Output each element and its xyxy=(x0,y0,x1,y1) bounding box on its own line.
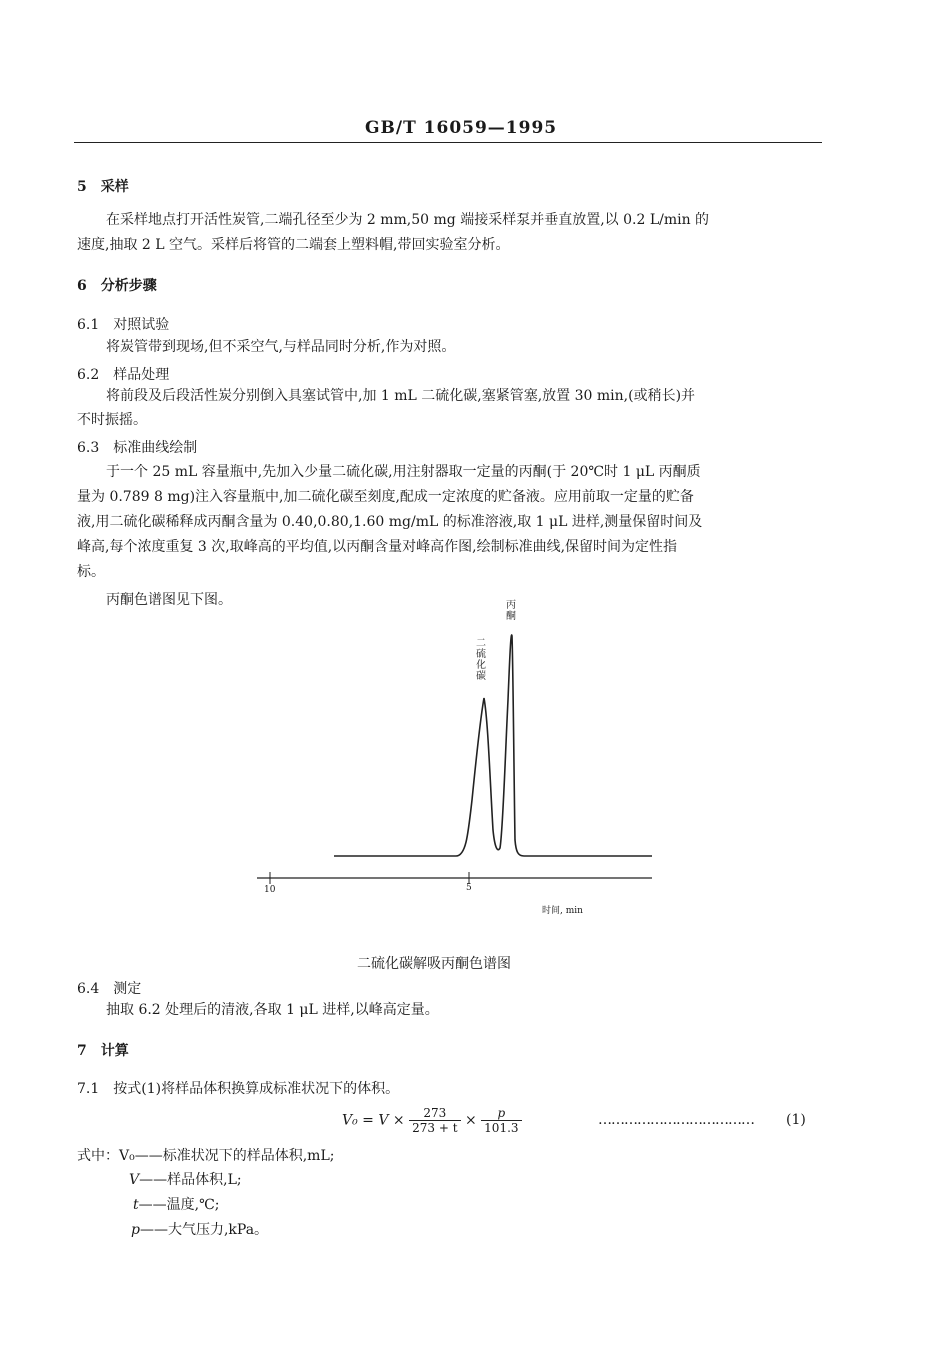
section-6-4-text: 抽取 6.2 处理后的清液,各取 1 μL 进样,以峰高定量。 xyxy=(106,1002,439,1018)
figure-caption: 二硫化碳解吸丙酮色谱图 xyxy=(357,956,511,972)
formula-1 xyxy=(342,1106,522,1135)
section-6-3-title: 6.3 标准曲线绘制 xyxy=(77,440,198,456)
formula-equation-number: (1) xyxy=(786,1112,806,1128)
section-6-4-title: 6.4 测定 xyxy=(77,981,142,997)
formula-num1: 273 xyxy=(409,1106,460,1121)
section-6-1-title: 6.1 对照试验 xyxy=(77,317,170,333)
time-axis-label: 时间, min xyxy=(542,906,583,916)
section-6-3-line: 量为 0.789 8 mg)注入容量瓶中,加二硫化碳至刻度,配成一定浓度的贮备液。应用前取一定量的贮备 xyxy=(77,489,694,505)
figure-reference-text: 丙酮色谱图见下图。 xyxy=(106,592,232,608)
section-6-3-line: 液,用二硫化碳稀释成丙酮含量为 0.40,0.80,1.60 mg/mL 的标准溶液,取 1 μL 进样,测量保留时间及 xyxy=(77,514,703,530)
formula-num2: p xyxy=(481,1106,521,1121)
formula-times: × xyxy=(464,1112,477,1129)
section-6-3-line: 标。 xyxy=(77,564,105,580)
chromatogram-trace xyxy=(334,635,652,856)
section-6-2-text-line2: 不时振摇。 xyxy=(77,412,147,428)
section-7-1-title: 7.1 按式(1)将样品体积换算成标准状况下的体积。 xyxy=(77,1081,400,1097)
where-item xyxy=(133,1193,219,1218)
section-7-title: 7 计算 xyxy=(77,1043,129,1059)
formula-lhs: V₀ = V × xyxy=(342,1112,405,1129)
section-6-2-text-line1: 将前段及后段活性炭分别倒入具塞试管中,加 1 mL 二硫化碳,塞紧管塞,放置 30 min,(或稍长)并 xyxy=(106,388,696,404)
formula-den1: 273 + t xyxy=(412,1121,458,1135)
formula-den2: 101.3 xyxy=(484,1121,519,1135)
section-5-text-line1: 在采样地点打开活性炭管,二端孔径至少为 2 mm,50 mg 端接采样泵并垂直放置,以 0.2 L/min 的 xyxy=(106,212,710,228)
section-6-1-text: 将炭管带到现场,但不采空气,与样品同时分析,作为对照。 xyxy=(106,339,456,355)
peak-label-acetone: 丙酮 xyxy=(506,600,516,622)
where-symbol: t xyxy=(133,1197,139,1213)
formula-fraction-2 xyxy=(481,1106,521,1135)
tick-label-10: 10 xyxy=(264,885,276,895)
where-description: ——样品体积,L; xyxy=(139,1172,242,1188)
formula-fraction-1 xyxy=(409,1106,460,1135)
section-6-title: 6 分析步骤 xyxy=(77,278,157,294)
formula-dots: ……………………………… xyxy=(598,1112,754,1128)
where-description: ——大气压力,kPa。 xyxy=(139,1222,269,1238)
where-item xyxy=(77,1144,334,1169)
section-6-2-title: 6.2 样品处理 xyxy=(77,367,170,383)
where-item xyxy=(131,1218,268,1243)
peak-label-carbon-disulfide: 二硫化碳 xyxy=(476,638,486,682)
tick-label-5: 5 xyxy=(466,883,472,893)
section-5-title: 5 采样 xyxy=(77,179,129,195)
where-description: ——温度,℃; xyxy=(138,1197,220,1213)
section-5-text-line2: 速度,抽取 2 L 空气。采样后将管的二端套上塑料帽,带回实验室分析。 xyxy=(77,237,510,253)
where-symbol: 式中：V₀ xyxy=(77,1148,135,1164)
standard-id: GB/T 16059—1995 xyxy=(365,118,558,138)
where-symbol: V xyxy=(129,1172,140,1188)
section-6-3-line: 于一个 25 mL 容量瓶中,先加入少量二硫化碳,用注射器取一定量的丙酮(于 20℃时 1 μL 丙酮质 xyxy=(106,464,701,480)
where-symbol: p xyxy=(131,1222,140,1238)
section-6-3-line: 峰高,每个浓度重复 3 次,取峰高的平均值,以丙酮含量对峰高作图,绘制标准曲线,保留时间为定性指 xyxy=(77,539,678,555)
where-description: ——标准状况下的样品体积,mL; xyxy=(134,1148,335,1164)
where-item xyxy=(129,1168,242,1193)
